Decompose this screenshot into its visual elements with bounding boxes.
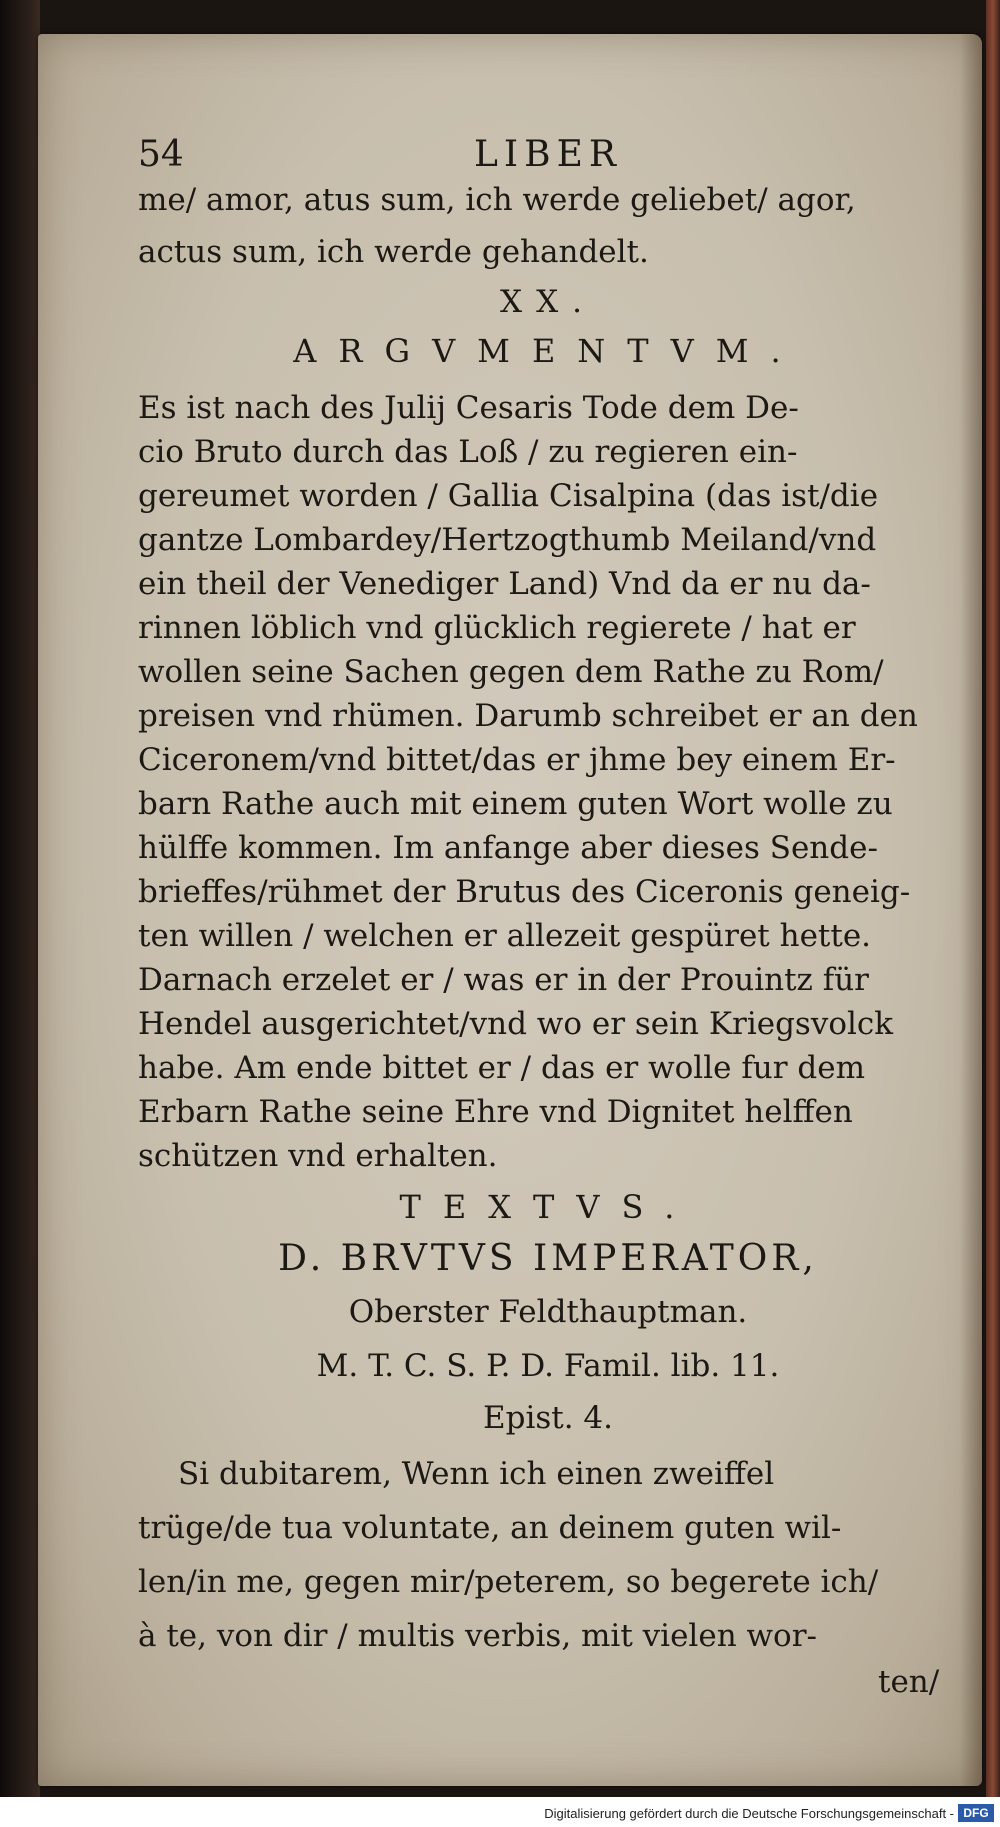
text-line: ten willen / welchen er allezeit gespüret hette.: [138, 918, 872, 954]
text-line: trüge/de tua voluntate, an deinem guten wil-: [138, 1510, 842, 1546]
section-number: XX.: [500, 284, 596, 320]
text-line: preisen vnd rhümen. Darumb schreibet er an den: [138, 698, 918, 734]
letter-reference: M. T. C. S. P. D. Famil. lib. 11.: [316, 1348, 780, 1384]
text-line: Darnach erzelet er / was er in der Prouintz für: [138, 962, 869, 998]
section-heading-textus: TEXTVS.: [399, 1188, 697, 1226]
text-line: hülffe kommen. Im anfange aber dieses Sende-: [138, 830, 878, 866]
text-line: brieffes/rühmet der Brutus des Ciceronis geneig-: [138, 874, 911, 910]
page-number: 54: [138, 134, 184, 175]
dfg-logo: DFG: [958, 1804, 994, 1822]
book-cover-left-edge: [0, 0, 40, 1827]
catchword: ten/: [878, 1664, 940, 1700]
book-cover-right-edge: [986, 0, 1000, 1800]
digitization-credit: Digitalisierung gefördert durch die Deutsche Forschungsgemeinschaft -: [544, 1806, 954, 1821]
book-page: [38, 34, 982, 1786]
text-line: Hendel ausgerichtet/vnd wo er sein Kriegsvolck: [138, 1006, 894, 1042]
text-line: habe. Am ende bittet er / das er wolle fur dem: [138, 1050, 866, 1086]
letter-author: D. BRVTVS IMPERATOR,: [278, 1238, 818, 1279]
text-line: gereumet worden / Gallia Cisalpina (das ist/die: [138, 478, 879, 514]
text-line: me/ amor, atus sum, ich werde geliebet/ agor,: [138, 182, 856, 218]
text-line: schützen vnd erhalten.: [138, 1138, 498, 1174]
letter-epistle: Epist. 4.: [482, 1400, 614, 1436]
page-fold-shadow: [960, 34, 982, 1786]
text-line: rinnen löblich vnd glücklich regierete / hat er: [138, 610, 856, 646]
text-line: len/in me, gegen mir/peterem, so begerete ich/: [138, 1564, 879, 1600]
text-line: wollen seine Sachen gegen dem Rathe zu Rom/: [138, 654, 884, 690]
running-head: LIBER: [474, 134, 622, 175]
text-line: Es ist nach des Julij Cesaris Tode dem De-: [138, 390, 799, 426]
text-line: cio Bruto durch das Loß / zu regieren ein-: [138, 434, 798, 470]
text-line: Ciceronem/vnd bittet/das er jhme bey einem Er-: [138, 742, 896, 778]
text-line: Si dubitarem, Wenn ich einen zweiffel: [178, 1456, 775, 1492]
text-line: Erbarn Rathe seine Ehre vnd Dignitet helffen: [138, 1094, 853, 1130]
section-heading-argumentum: ARGVMENTVM.: [293, 332, 803, 370]
letter-author-title: Oberster Feldthauptman.: [348, 1294, 748, 1330]
footer-bar: [0, 1797, 1000, 1827]
text-line: ein theil der Venediger Land) Vnd da er nu da-: [138, 566, 871, 602]
text-line: barn Rathe auch mit einem guten Wort wolle zu: [138, 786, 893, 822]
text-line: actus sum, ich werde gehandelt.: [138, 234, 649, 270]
text-line: à te, von dir / multis verbis, mit vielen wor-: [138, 1618, 818, 1654]
text-line: gantze Lombardey/Hertzogthumb Meiland/vnd: [138, 522, 877, 558]
